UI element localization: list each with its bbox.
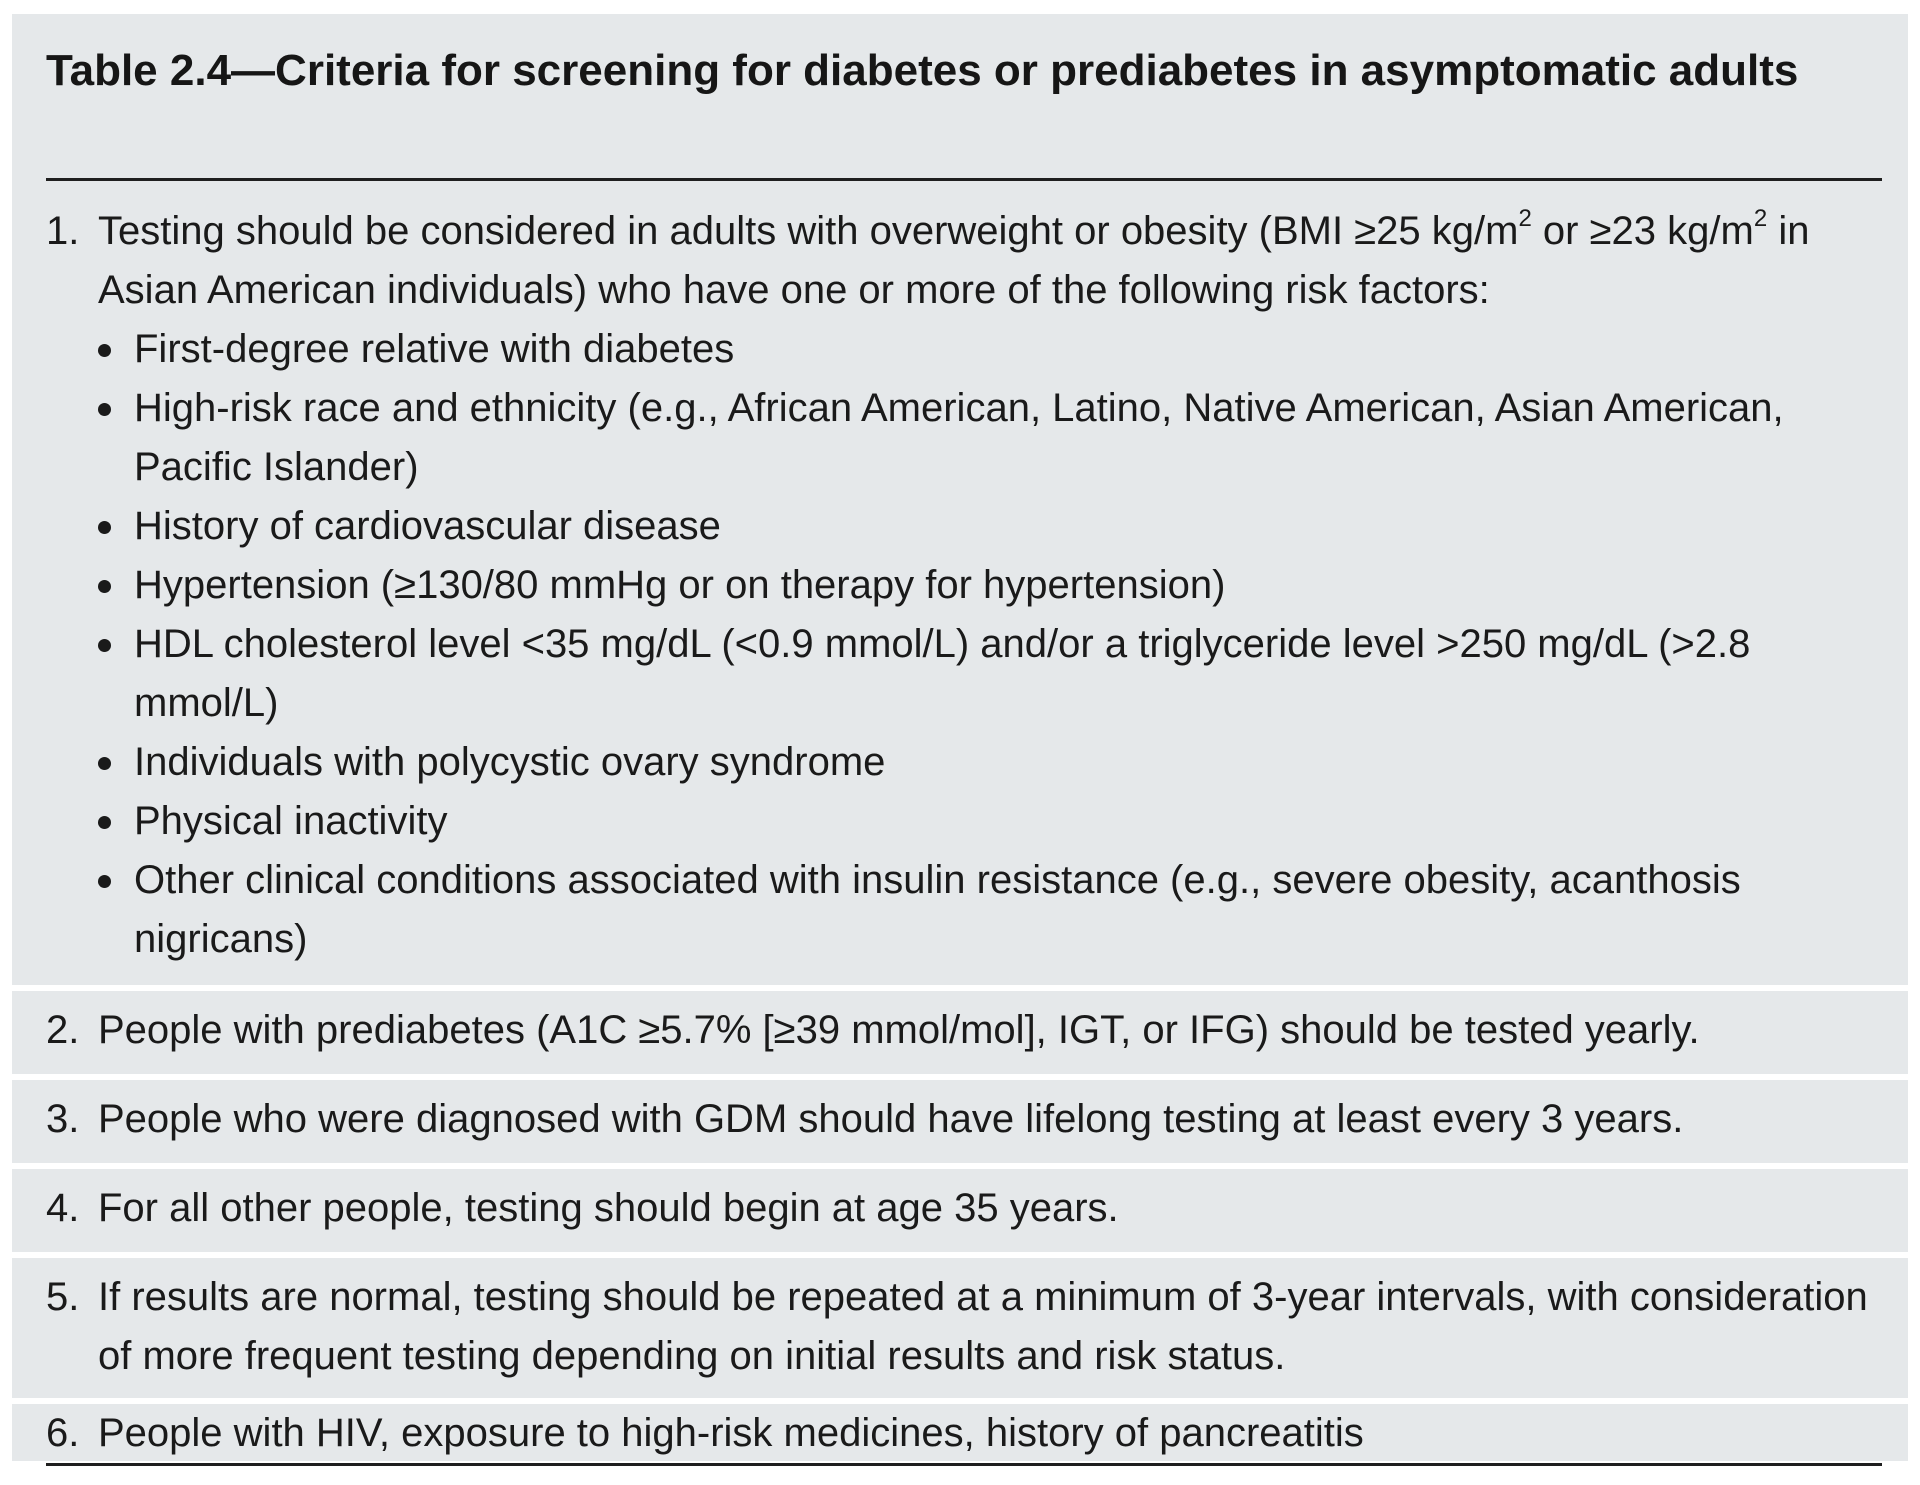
table-bottom-rule: [46, 1463, 1882, 1466]
bullet-icon: [98, 344, 111, 357]
table-row-5: [12, 1258, 1908, 1398]
table-row-2: [12, 991, 1908, 1074]
row-number: 1.: [46, 209, 80, 253]
table-top-rule: [46, 178, 1882, 181]
row-6-text: [46, 1404, 1874, 1463]
superscript-squared: 2: [1518, 205, 1532, 232]
bullet-icon: [98, 580, 111, 593]
bullet-icon: [98, 757, 111, 770]
row-1-content: [98, 202, 1874, 969]
list-item: [98, 379, 1874, 497]
row-2-text: [46, 1001, 1874, 1060]
list-item: [98, 320, 1874, 379]
risk-factor-text: Individuals with polycystic ovary syndrome: [134, 740, 886, 784]
row-number: 4.: [46, 1186, 80, 1230]
bullet-icon: [98, 403, 111, 416]
row-1-intro-part-1: Testing should be considered in adults with overweight or obesity (BMI ≥25 kg/m: [98, 209, 1519, 253]
table-row-4: [12, 1169, 1908, 1252]
bullet-icon: [98, 639, 111, 652]
row-4-text: [46, 1179, 1874, 1238]
risk-factor-list: [98, 320, 1874, 969]
list-item: [98, 733, 1874, 792]
list-item: [98, 497, 1874, 556]
row-number: 5.: [46, 1275, 80, 1319]
risk-factor-text: Other clinical conditions associated with insulin resistance (e.g., severe obesity, acanthosis nigricans): [134, 858, 1741, 961]
bullet-icon: [98, 875, 111, 888]
row-4-content: For all other people, testing should begin at age 35 years.: [98, 1186, 1119, 1230]
list-item: [98, 556, 1874, 615]
risk-factor-text: HDL cholesterol level <35 mg/dL (<0.9 mmol/L) and/or a triglyceride level >250 mg/dL (>2.8 mmol/L): [134, 622, 1751, 725]
risk-factor-text: Physical inactivity: [134, 799, 448, 843]
risk-factor-text: High-risk race and ethnicity (e.g., African American, Latino, Native American, Asian American, Pacific Islander): [134, 386, 1784, 489]
list-item: [98, 615, 1874, 733]
row-1-text: [46, 202, 1874, 969]
row-3-content: People who were diagnosed with GDM should have lifelong testing at least every 3 years.: [98, 1097, 1684, 1141]
row-5-content: If results are normal, testing should be repeated at a minimum of 3-year intervals, with consideration of more frequent testing depending on initial results and risk status.: [98, 1275, 1868, 1378]
row-number: 6.: [46, 1411, 80, 1455]
row-3-text: [46, 1090, 1874, 1149]
row-number: 3.: [46, 1097, 80, 1141]
table-title: Table 2.4—Criteria for screening for diabetes or prediabetes in asymptomatic adults: [46, 46, 1799, 95]
screening-criteria-table: [12, 14, 1908, 1470]
bullet-icon: [98, 816, 111, 829]
table-row-6: [12, 1404, 1908, 1461]
list-item: [98, 792, 1874, 851]
risk-factor-text: First-degree relative with diabetes: [134, 327, 735, 371]
row-1-intro-part-2: or ≥23 kg/m: [1531, 209, 1754, 253]
table-row-1: [12, 182, 1908, 985]
table-title-block: [12, 14, 1908, 182]
bullet-icon: [98, 521, 111, 534]
row-5-text: [46, 1268, 1874, 1386]
table-row-3: [12, 1080, 1908, 1163]
superscript-squared: 2: [1753, 205, 1768, 232]
list-item: [98, 851, 1874, 969]
row-number: 2.: [46, 1008, 80, 1052]
row-1-intro-part-3: in Asian American individuals) who have one or more of the following risk factors:: [98, 209, 1810, 312]
risk-factor-text: Hypertension (≥130/80 mmHg or on therapy for hypertension): [134, 563, 1226, 607]
row-6-content: People with HIV, exposure to high-risk medicines, history of pancreatitis: [98, 1411, 1364, 1455]
risk-factor-text: History of cardiovascular disease: [134, 504, 721, 548]
row-2-content: People with prediabetes (A1C ≥5.7% [≥39 mmol/mol], IGT, or IFG) should be tested yearly.: [98, 1008, 1700, 1052]
